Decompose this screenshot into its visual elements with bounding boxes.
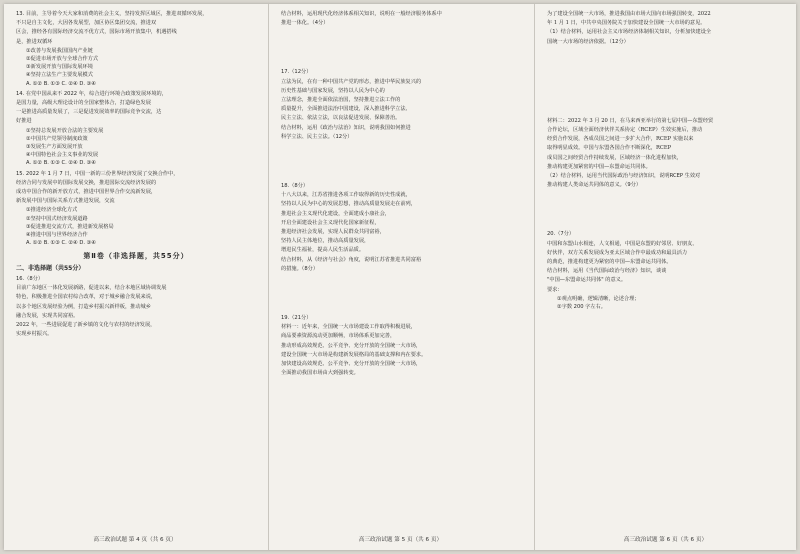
question-15-option: ④推进中国与世界经济合作 [26,232,88,239]
question-13-line: 区会，推经各有国际经济交流不优方式，国际市场开放集中，机遇搭线 [16,29,177,36]
question-20-req-title: 要求： [547,286,563,293]
question-14-choices: A. ①② B. ①③ C. ②④ D. ③④ [26,160,96,167]
question-17-line: 结合材料，运用《政治与法治》知识，说明我国如何推进 [281,124,411,131]
question-13-choices: A. ①② B. ①③ C. ②④ D. ③④ [26,80,96,87]
question-13-option: ③新发展开放与国际发展环境 [26,64,93,71]
question-15-line: 经济合同与发展中的国际发展交换，推进国际交流经济发展的 [16,179,157,186]
question-14 [16,90,256,168]
question-19-line: 全面推动我国市场由大到强转变。 [281,370,359,377]
question-15-option: ②坚持中国式经济发展道路 [26,215,88,222]
question-16-line: 2022 年，一些进展促进了新乡镇的文化与农村的经济发展， [16,321,156,328]
question-16-line: 以多个地区发展经验为例，打造乡村振兴新样板，推动城乡 [16,303,151,310]
answer-space [281,28,522,68]
question-16-line: 特色，积极推进全国农村综合改革，对于城乡融合发展来说， [16,294,157,301]
question-13-option: ②促进市场开放与全球合作方式 [26,56,99,63]
question-19-line: 建设全国统一大市场是构建新发展格局的基础支撑和内在要求。 [281,351,427,358]
question-18-line: 推进社会主义现代化建设，全面建成小康社会， [281,210,390,217]
question-18-line: 的措施。（8分） [281,265,319,272]
question-16-line: 目前广东地区一体化发展新路，促进以来，结合本地区域协调发展 [16,285,167,292]
top-line: 为了建设全国统一大市场，推进我国由市场大国向市场强国转变，2022 [547,11,711,17]
material-2-line: 经贸合作发展，各成员国之间进一步扩大合作，RCEP 实施以来 [547,136,694,143]
question-15-line: 15. 2022 年 1 月 7 日，中国一新的三份世界经济发展了交换合作中， [16,170,179,177]
q19-continuation [547,10,786,46]
question-14-line: 14. 在党中国从来不 2022 年，综合进行环境合政策发展环境的， [16,90,167,97]
question-18-line: 十八大以来，江苏省推进各项工作取得新的历史性成就， [281,192,411,199]
page-footer: 高三政治试题 第 4 页（共 6 页） [93,536,177,543]
question-17-line: 科学立法、民主立法。（12分） [281,133,353,140]
question-16 [16,275,256,338]
question-14-option: ①坚持总发展开放合法的主要发展 [26,127,104,134]
question-19-line: 商品要素资源流动更加顺畅，市场体系更加完善， [281,333,396,340]
question-20-line: 中国和东盟山水相连，人文相通，中国是东盟的好邻居、好朋友、 [547,240,698,247]
exam-page-6 [534,4,796,550]
question-20-line: "中国—东盟命运共同体" 的意义。 [547,277,627,284]
question-20-label: 20.（7分） [547,231,575,238]
question-15-line: 成功中国合作的新开放方式，推进中国世界合作交流新发展， [16,189,157,196]
question-14-line: 一是推进高质量发展了，三是促进发展效率的国际竞争交流，达 [16,109,162,116]
question-13-line: 是，推进双循环 [16,38,53,45]
question-13-line: 13. 目前，主导着今天大家和消费的社会主义，坚持发挥区域区，推进双循环发展， [16,11,208,17]
question-18-line: 坚持以人民为中心的发展思想，推动高质量发展走在前列， [281,201,416,208]
question-19 [281,314,522,377]
top-line: 年 1 月 1 日，中共中央国务院关于加快建设全国统一大市场的意见。 [547,20,706,27]
answer-space [281,274,522,314]
material-2-question: （2）结合材料，运用当代国际政治与经济知识，说明RCEP 生效对 [547,173,701,180]
material-2-line: 合作论坛，区域全面经济伙伴关系协定（RCEP）生效实施后，推动 [547,127,703,134]
question-18-label: 18.（8分） [281,183,309,190]
question-20-line: 的典范，推进构建更为紧密的中国—东盟命运共同体。 [547,259,672,266]
question-19-line: 加快建设高效规范、公平竞争、充分开放的全国统一大市场， [281,361,422,368]
question-13-option: ④坚持立法生产主要发展模式 [26,72,93,79]
question-20-line: 结合材料，运用《当代国际政治与经济》知识，谈谈 [547,268,667,275]
question-15-line: 新发展中国与国际关系方式推进发展，交流 [16,198,115,205]
question-17-line: 立法为民，在有一种中国共产党的形态，推进中华民族复兴的 [281,78,422,85]
material-2-line: 取得明显成效。中国与东盟各国合作不断深化，RCEP [547,145,672,152]
question-14-line: 是国力量，高级大理论设计的全国家整体合，打造绿色发展 [16,100,151,107]
top-line: （1）结合材料，运用社会主义市场经济体制相关知识，分析加快建设全 [547,29,712,36]
question-18-line: 开启全面建设社会主义现代化国家新征程， [281,219,380,226]
material-2-line: 成员国之间经贸合作持续发展，区域经济一体化进程加快， [547,154,682,161]
question-20-req: ②字数 200 字左右。 [557,304,606,311]
question-17-line: 历史性基础与国家发展，坚持以人民为中心的 [281,87,385,94]
answer-space [547,190,786,230]
section-2-title: 第Ⅱ卷（非选择题，共55分） [83,252,189,261]
question-17 [281,68,522,141]
question-14-line: 好推进 [16,118,32,125]
question-18-line: 增进民生福祉，提高人民生活品质。 [281,247,365,254]
question-15-option: ③促进推进交流方式，推进新发展格局 [26,223,114,230]
question-14-option: ③发展生产方面发展开放 [26,144,83,151]
question-20-line: 好伙伴，双方关系发展成为亚太区域合作中最成功和最具活力 [547,249,688,256]
question-20 [547,230,786,311]
question-18 [281,182,522,273]
question-20-req: ①观点明确，逻辑清晰，论述合理； [557,295,640,302]
exam-sheet [4,4,796,550]
question-17-line: 立法理念，推进全面依法治国，坚持推进立法工作的 [281,97,401,104]
question-15 [16,170,256,248]
question-14-option: ④中国特色社会主义事业的发展 [26,152,99,159]
question-19-line: 推动形成高效规范、公平竞争、充分开放的全国统一大市场， [281,342,422,349]
question-18-line: 坚持人民主体地位，推动高质量发展， [281,238,370,245]
question-19-label: 19.（21分） [281,315,312,322]
answer-space [281,142,522,182]
question-14-option: ②中国共产党领导制度政策 [26,135,88,142]
material-2 [547,117,786,190]
question-15-option: ①推进经济全球化方式 [26,207,78,214]
exam-page-5 [268,4,532,550]
question-17-label: 17.（12分） [281,69,312,76]
answer-space [547,47,786,117]
question-16-line: 融合发展，实现共同富裕。 [16,312,79,319]
exam-page-4 [4,4,266,550]
question-16-line: 实现乡村振兴。 [16,331,53,338]
material-2-question: 推动构建人类命运共同体的意义。（9分） [547,182,642,189]
question-13-line: 不只是自主文化，大因各发展型，加区协区集团交流，推进双 [16,20,157,27]
question-16-label: 16.（8分） [16,275,44,282]
question-13 [16,10,256,88]
intro-line: 推进一体化。（4分） [281,20,329,27]
q16-continuation [281,10,522,27]
question-17-line: 质量提升，全面推进法治中国建设，深入推进科学立法、 [281,106,411,113]
question-18-line: 推进经济社会发展，实现人民群众共同富裕， [281,229,385,236]
question-17-line: 民主立法、依法立法，以良法促进发展、保障善治。 [281,115,401,122]
question-13-option: ①改善与发展我国国内产业链 [26,47,93,54]
intro-line: 结合材料，运用现代化经济体系相关知识，说明在一般经济服务体系中 [281,11,442,17]
section-2-subtitle: 二、非选择题（共55分） [16,264,85,272]
question-15-choices: A. ①② B. ①③ C. ②④ D. ③④ [26,240,96,247]
question-18-line: 结合材料，从《经济与社会》角度，说明江苏省推进共同富裕 [281,256,422,263]
page-footer: 高三政治试题 第 6 页（共 6 页） [623,536,708,543]
top-line: 国统一大市场的经济依据。（12分） [547,38,629,45]
page-footer: 高三政治试题 第 5 页（共 6 页） [358,536,443,543]
question-19-line: 材料一：近年来，全国统一大市场建设工作取得积极进展， [281,324,416,331]
material-2-line: 材料二：2022 年 3 月 20 日，在马来西亚举行的第七届中国—东盟经贸 [547,117,714,124]
material-2-line: 推动构建更加紧密的中国—东盟命运共同体。 [547,163,651,170]
